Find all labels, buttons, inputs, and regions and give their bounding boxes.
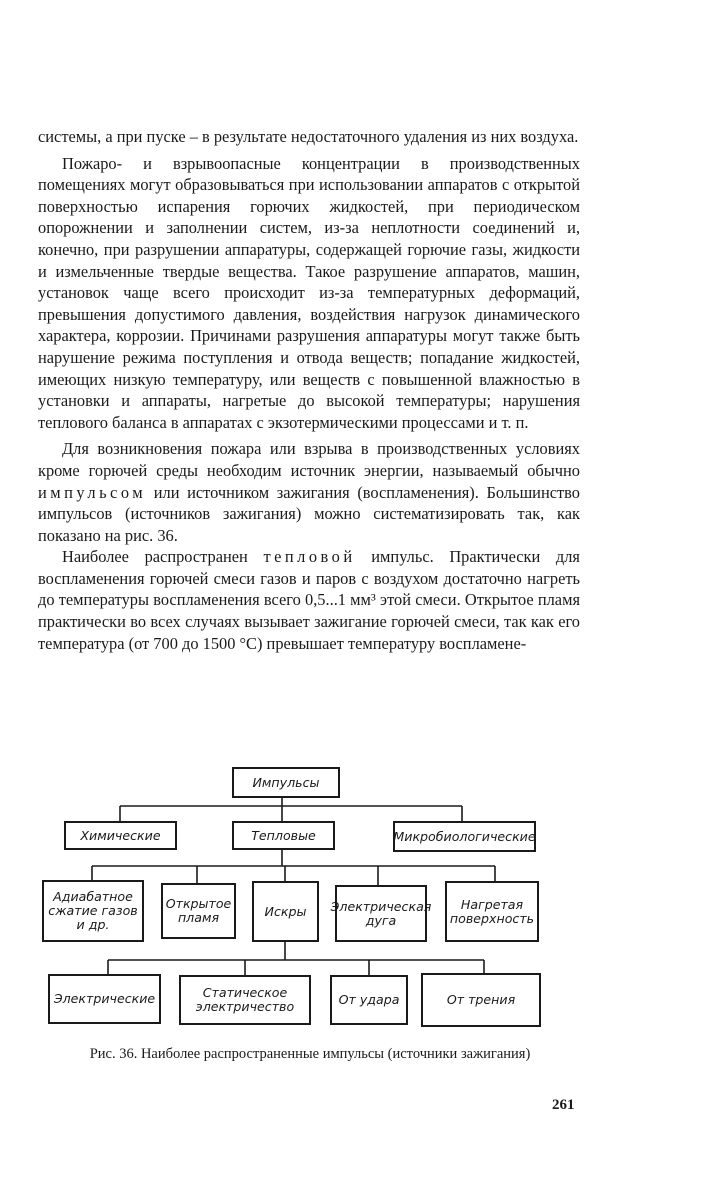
node-microbiological: Микробиологические [393,821,536,852]
term-impulse: импульсом [38,482,147,502]
paragraph-concentrations: Пожаро- и взрывоопасные концентрации в производственных помещениях могут образовываться при использовании аппаратов с открытой поверхностью испарения горючих жидкостей, при периодическом опорожнении и заполнении систем, из-за неплотности соединений и, конечно, при разрушении аппаратуры, содержащей горючие газы, жидкости и измельченные твердые вещества. Такое разрушение аппаратов, машин, установок чаще всего происходит из-за температурных деформаций, превышения допустимого давления, воздействия нагрузок динамического характера, коррозии. Причинами разрушения аппаратуры могут также быть нарушение режима поступления и отвода веществ; попадание жидкостей, имеющих низкую температуру, или веществ с повышенной влажностью в установки и аппараты, нагретые до высокой температуры; нарушения теплового баланса в аппаратах с экзотермическими процессами и т. п. [38,153,580,432]
node-sparks: Искры [252,881,319,942]
node-chemical: Химические [64,821,177,850]
node-heated-surface: Нагретая поверхность [445,881,539,942]
paragraph-ignition-source [38,438,580,546]
p4-text-before: Наиболее распространен [62,547,248,567]
term-thermal: тепловой [263,547,356,567]
paragraph-thermal-impulse [38,546,580,654]
node-impulses: Импульсы [232,767,340,798]
p4-text-after: импульс. Практически для воспламенения горючей смеси газов и паров с воздухом достаточно нагреть до температуры воспламенения всего 0,5...1 мм³ этой смеси. Открытое пламя практически во всех случаях вызывает зажигание горючей смеси, так как его температура (от 700 до 1500 °С) превышает температуру воспламене- [38,547,580,653]
page-number: 261 [552,1097,575,1113]
node-adiabatic-compression: Адиабатное сжатие газов и др. [42,880,144,942]
node-electric-sparks: Электрические [48,974,161,1024]
node-static-electricity: Статическое электричество [179,975,311,1025]
node-impact: От удара [330,975,408,1025]
node-thermal: Тепловые [232,821,335,850]
figure-caption: Рис. 36. Наиболее распространенные импульсы (источники зажигания) [89,1046,531,1062]
node-friction: От трения [421,973,541,1027]
node-electric-arc: Электрическая дуга [335,885,427,942]
node-open-flame: Открытое пламя [161,883,236,939]
p3-text-after: или источником зажигания (воспламенения). Большинство импульсов (источников зажигания) можно систематизировать так, как показано на рис. 36. [38,482,580,545]
paragraph-continuation: системы, а при пуске – в результате недостаточного удаления из них воздуха. [38,127,579,146]
p3-text-before: Для возникновения пожара или взрыва в производственных условиях кроме горючей среды необходим источник энергии, называемый обычно [38,439,580,480]
body-text [38,126,580,654]
